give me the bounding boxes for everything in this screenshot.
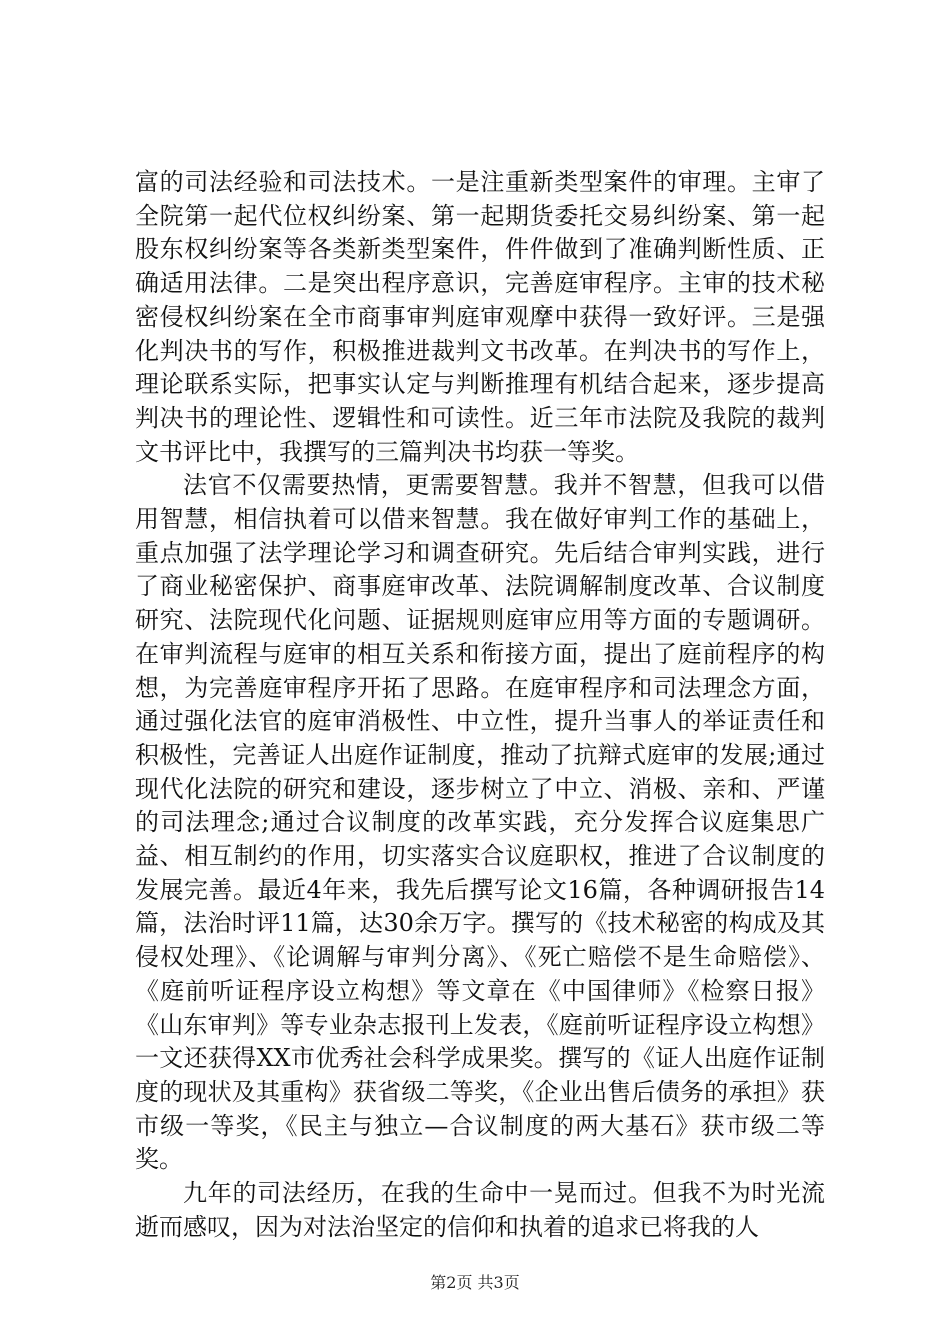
paragraph-3: 九年的司法经历，在我的生命中一晃而过。但我不为时光流逝而感叹，因为对法治坚定的信仰和执着的追求已将我的人 xyxy=(135,1179,825,1241)
paragraph-2: 法官不仅需要热情，更需要智慧。我并不智慧，但我可以借用智慧，相信执着可以借来智慧。我在做好审判工作的基础上，重点加强了法学理论学习和调查研究。先后结合审判实践，进行了商业秘密保护、商事庭审改革、法院调解制度改革、合议制度研究、法院现代化问题、证据规则庭审应用等方面的专题调研。在审判流程与庭审的相互关系和衔接方面，提出了庭前程序的构想，为完善庭审程序开拓了思路。在庭审程序和司法理念方面，通过强化法官的庭审消极性、中立性，提升当事人的举证责任和积极性，完善证人出庭作证制度，推动了抗辩式庭审的发展;通过现代化法院的研究和建设，逐步树立了中立、消极、亲和、严谨的司法理念;通过合议制度的改革实践，充分发挥合议庭集思广益、相互制约的作用，切实落实合议庭职权，推进了合议制度的发展完善。最近4年来，我先后撰写论文16篇，各种调研报告14篇，法治时评11篇，达30余万字。撰写的《技术秘密的构成及其侵权处理》、《论调解与审判分离》、《死亡赔偿不是生命赔偿》、《庭前听证程序设立构想》等文章在《中国律师》《检察日报》《山东审判》等专业杂志报刊上发表，《庭前听证程序设立构想》一文还获得XX市优秀社会科学成果奖。撰写的《证人出庭作证制度的现状及其重构》获省级二等奖，《企业出售后债务的承担》获市级一等奖，《民主与独立—合议制度的两大基石》获市级二等奖。 xyxy=(135,471,825,1174)
paragraph-1: 富的司法经验和司法技术。一是注重新类型案件的审理。主审了全院第一起代位权纠纷案、第一起期货委托交易纠纷案、第一起股东权纠纷案等各类新类型案件，件件做到了准确判断性质、正确适用法律。二是突出程序意识，完善庭审程序。主审的技术秘密侵权纠纷案在全市商事审判庭审观摩中获得一致好评。三是强化判决书的写作，积极推进裁判文书改革。在判决书的写作上，理论联系实际，把事实认定与判断推理有机结合起来，逐步提高判决书的理论性、逻辑性和可读性。近三年市法院及我院的裁判文书评比中，我撰写的三篇判决书均获一等奖。 xyxy=(135,168,825,466)
page-footer xyxy=(0,1273,950,1293)
page-number-label: 第2页 共3页 xyxy=(430,1273,520,1292)
document-body xyxy=(135,166,825,1245)
